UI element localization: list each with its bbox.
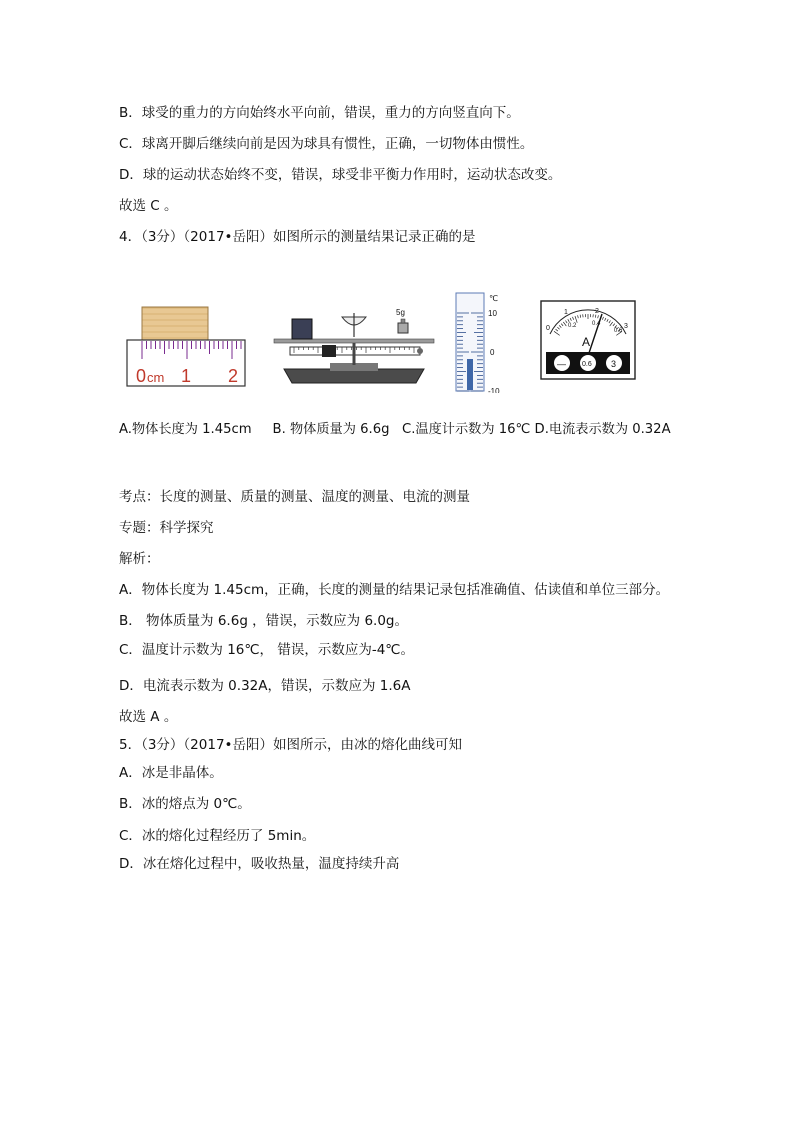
thermometer-label-neg10: -10 (488, 387, 500, 393)
jiexi-heading: 解析： (119, 551, 160, 567)
analysis-b: B． 物体质量为 6.6g ，错误，示数应为 6.0g。 (119, 613, 409, 629)
analysis-a: A．物体长度为 1.45cm，正确，长度的测量的结果记录包括准确值、估读值和单位三部分。 (119, 582, 670, 598)
balance-nut (417, 348, 423, 354)
kaodian-line: 考点：长度的测量、质量的测量、温度的测量、电流的测量 (119, 489, 470, 505)
ammeter-scale-3: 3 (624, 323, 628, 330)
ammeter-terminal-label-neg: — (557, 359, 566, 369)
balance-figure (270, 303, 438, 391)
text-line-answer-prev: 故选 C 。 (119, 198, 178, 214)
ruler-label-0: 0 (136, 366, 147, 386)
ruler-label-cm: cm (147, 370, 165, 385)
option-c: C.温度计示数为 16℃ (402, 422, 531, 437)
balance-pan-plate (274, 339, 434, 343)
ammeter-terminal-label-06: 0.6 (582, 361, 592, 368)
weight-label: 5g (396, 308, 405, 317)
ammeter-scale-04: 0.4 (592, 321, 601, 327)
ruler-figure (126, 305, 246, 391)
question-5-title: 5．（3分）（2017•岳阳）如图所示，由冰的熔化曲线可知 (119, 737, 462, 753)
thermometer-label-10: 10 (488, 309, 497, 318)
question-4-figures (0, 285, 794, 395)
text-line-option-b-prev: B．球受的重力的方向始终水平向前，错误，重力的方向竖直向下。 (119, 105, 520, 121)
balance-object (292, 319, 312, 339)
question-4-options (119, 421, 671, 439)
ammeter-terminal-label-3: 3 (611, 359, 617, 369)
option-b: B. 物体质量为 6.6g (272, 422, 390, 437)
ruler-label-2: 2 (228, 366, 239, 386)
thermometer-svg (454, 291, 510, 393)
ammeter-scale-06: 0.6 (614, 328, 623, 334)
question-5-option-d: D．冰在熔化过程中，吸收热量，温度持续升高 (119, 856, 400, 872)
question-5-option-b: B．冰的熔点为 0℃。 (119, 796, 251, 812)
balance-rider (322, 345, 336, 357)
thermometer-unit: ℃ (489, 294, 498, 303)
question-5-option-a: A．冰是非晶体。 (119, 765, 223, 781)
text-line-option-d-prev: D．球的运动状态始终不变，错误，球受非平衡力作用时，运动状态改变。 (119, 167, 562, 183)
balance-base (284, 369, 424, 383)
ammeter-scale-02: 0.2 (568, 323, 577, 329)
answer-4: 故选 A 。 (119, 709, 178, 725)
option-a: A.物体长度为 1.45cm (119, 422, 252, 437)
option-d: D.电流表示数为 0.32A (534, 422, 671, 437)
thermometer-liquid (467, 359, 473, 390)
text-line-option-c-prev: C．球离开脚后继续向前是因为球具有惯性，正确，一切物体由惯性。 (119, 136, 534, 152)
ammeter-scale-2: 2 (595, 308, 599, 315)
ammeter-figure (540, 300, 636, 384)
zhuanti-line: 专题：科学探究 (119, 520, 214, 536)
ammeter-svg (540, 300, 636, 380)
analysis-d: D．电流表示数为 0.32A，错误，示数应为 1.6A (119, 678, 411, 694)
thermometer-label-0: 0 (490, 348, 495, 357)
weight-5g (398, 323, 408, 333)
ammeter-scale-0: 0 (546, 325, 550, 332)
balance-svg (270, 303, 438, 387)
wooden-block (142, 307, 208, 340)
ruler-label-1: 1 (181, 366, 192, 386)
analysis-c: C．温度计示数为 16℃， 错误，示数应为-4℃。 (119, 642, 414, 658)
weight-knob (401, 319, 405, 323)
ammeter-symbol: A (582, 335, 591, 349)
ruler-svg (126, 305, 246, 387)
question-5-option-c: C．冰的熔化过程经历了 5min。 (119, 828, 316, 844)
ammeter-scale-1: 1 (564, 309, 568, 316)
question-4-title: 4．（3分）（2017•岳阳）如图所示的测量结果记录正确的是 (119, 229, 476, 245)
thermometer-figure (454, 291, 510, 397)
